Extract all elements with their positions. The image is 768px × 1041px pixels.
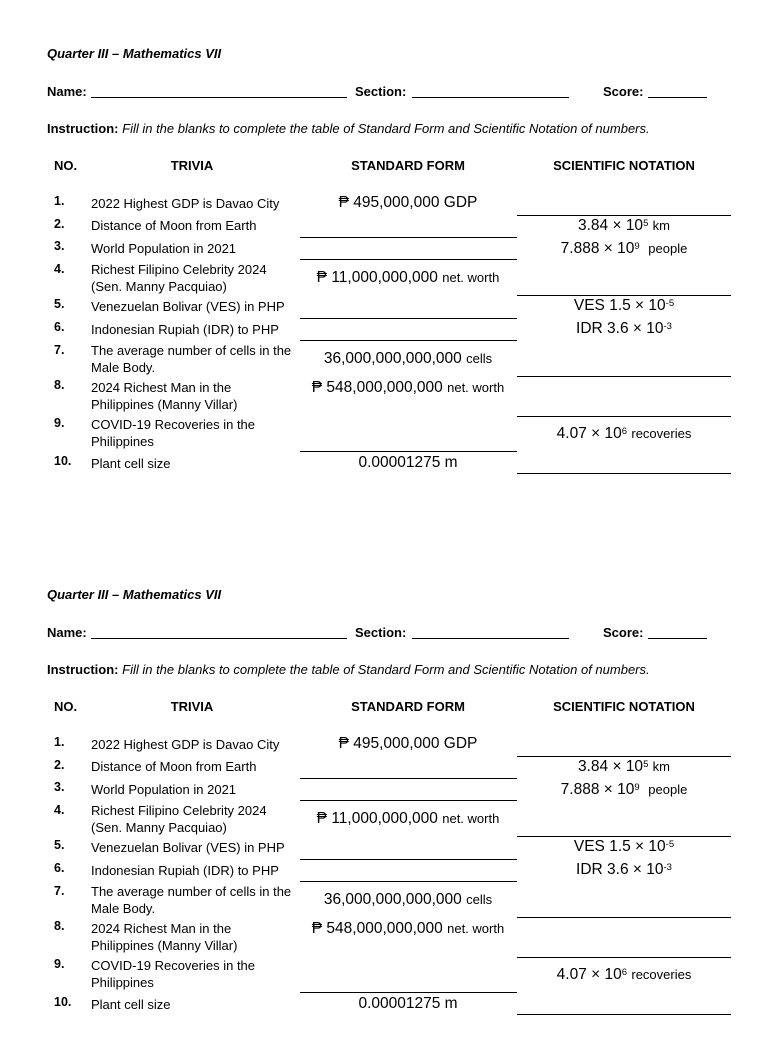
header-trivia: TRIVIA (170, 158, 214, 173)
trivia-text: World Population in 2021 (91, 241, 237, 256)
trivia-text: The average number of cells in the Male Body. (91, 343, 292, 375)
scientific-notation-value: $3.84 \times 10^5$ km (577, 758, 671, 775)
row-number: 5. (54, 838, 65, 852)
trivia-text: COVID-19 Recoveries in the Philippines (91, 417, 256, 449)
trivia-text: Distance of Moon from Earth (91, 759, 257, 774)
section-field[interactable] (412, 638, 569, 639)
trivia-text: The average number of cells in the Male Body. (91, 884, 292, 916)
standard-form-value: 0.00001275 m (358, 454, 458, 471)
header-scientific-notation: SCIENTIFIC NOTATION (553, 158, 695, 173)
scientific-notation-blank[interactable] (517, 917, 731, 918)
trivia-text: 2024 Richest Man in the Philippines (Manny Villar) (91, 921, 238, 953)
scientific-notation-blank[interactable] (517, 376, 731, 377)
worksheet-title: Quarter III – Mathematics VII (47, 46, 222, 61)
scientific-notation-blank[interactable] (517, 416, 731, 417)
standard-form-value: ₱ 548,000,000,000 net. worth (311, 379, 505, 396)
scientific-notation-blank[interactable] (517, 836, 731, 837)
trivia-text: COVID-19 Recoveries in the Philippines (91, 958, 256, 990)
scientific-notation-blank[interactable] (517, 756, 731, 757)
instruction (47, 662, 650, 677)
trivia-text: Indonesian Rupiah (IDR) to PHP (91, 863, 279, 878)
scientific-notation-value: VES $1.5 \times 10^{-5}$ (573, 297, 675, 314)
row-number: 5. (54, 297, 65, 311)
section-field[interactable] (412, 97, 569, 98)
standard-form-blank[interactable] (300, 318, 517, 319)
standard-form-blank[interactable] (300, 992, 517, 993)
scientific-notation-blank[interactable] (517, 215, 731, 216)
standard-form-blank[interactable] (300, 800, 517, 801)
worksheet-title: Quarter III – Mathematics VII (47, 587, 222, 602)
row-number: 9. (54, 957, 65, 971)
row-number: 8. (54, 378, 65, 392)
row-number: 10. (54, 995, 72, 1009)
row-number: 4. (54, 803, 65, 817)
trivia-text: Venezuelan Bolivar (VES) in PHP (91, 840, 285, 855)
scientific-notation-value: IDR $3.6 \times 10^{-3}$ (576, 861, 672, 878)
worksheet-top (0, 0, 768, 500)
header-no: NO. (54, 158, 78, 173)
scientific-notation-blank[interactable] (517, 957, 731, 958)
row-number: 1. (54, 194, 65, 208)
section-label: Section: (355, 625, 407, 640)
trivia-text: Venezuelan Bolivar (VES) in PHP (91, 299, 285, 314)
row-number: 4. (54, 262, 65, 276)
trivia-text: Plant cell size (91, 456, 171, 471)
scientific-notation-blank[interactable] (517, 1014, 731, 1015)
standard-form-value: 36,000,000,000,000 cells (323, 350, 493, 367)
trivia-text: 2024 Richest Man in the Philippines (Manny Villar) (91, 380, 238, 412)
row-number: 3. (54, 239, 65, 253)
standard-form-blank[interactable] (300, 881, 517, 882)
section-label: Section: (355, 84, 407, 99)
trivia-text: World Population in 2021 (91, 782, 237, 797)
header-scientific-notation: SCIENTIFIC NOTATION (553, 699, 695, 714)
scientific-notation-blank[interactable] (517, 473, 731, 474)
standard-form-blank[interactable] (300, 259, 517, 260)
score-label: Score: (603, 84, 644, 99)
scientific-notation-value: VES $1.5 \times 10^{-5}$ (573, 838, 675, 855)
trivia-text: Plant cell size (91, 997, 171, 1012)
scientific-notation-value: $7.888 \times 10^9$ people (560, 781, 688, 798)
name-field[interactable] (91, 97, 347, 98)
row-number: 6. (54, 861, 65, 875)
score-label: Score: (603, 625, 644, 640)
scientific-notation-blank[interactable] (517, 295, 731, 296)
standard-form-value: ₱ 495,000,000 GDP (338, 194, 478, 211)
header-no: NO. (54, 699, 78, 714)
trivia-text: Richest Filipino Celebrity 2024 (Sen. Manny Pacquiao) (91, 262, 267, 294)
standard-form-blank[interactable] (300, 237, 517, 238)
row-number: 7. (54, 884, 65, 898)
header-trivia: TRIVIA (170, 699, 214, 714)
row-number: 9. (54, 416, 65, 430)
standard-form-value: 36,000,000,000,000 cells (323, 891, 493, 908)
name-label: Name: (47, 84, 87, 99)
worksheet-bottom (0, 541, 768, 1041)
header-standard-form: STANDARD FORM (351, 158, 465, 173)
standard-form-blank[interactable] (300, 340, 517, 341)
row-number: 7. (54, 343, 65, 357)
instruction-text: Fill in the blanks to complete the table of Standard Form and Scientific Notation of numbers. (122, 121, 650, 136)
standard-form-value: 0.00001275 m (358, 995, 458, 1012)
trivia-text: 2022 Highest GDP is Davao City (91, 196, 280, 211)
instruction-text: Fill in the blanks to complete the table of Standard Form and Scientific Notation of numbers. (122, 662, 650, 677)
standard-form-blank[interactable] (300, 451, 517, 452)
scientific-notation-value: $7.888 \times 10^9$ people (560, 240, 688, 257)
row-number: 3. (54, 780, 65, 794)
standard-form-value: ₱ 11,000,000,000 net. worth (316, 269, 500, 286)
row-number: 8. (54, 919, 65, 933)
standard-form-blank[interactable] (300, 859, 517, 860)
row-number: 10. (54, 454, 72, 468)
trivia-text: Distance of Moon from Earth (91, 218, 257, 233)
score-field[interactable] (648, 638, 707, 639)
header-standard-form: STANDARD FORM (351, 699, 465, 714)
scientific-notation-value: IDR $3.6 \times 10^{-3}$ (576, 320, 672, 337)
row-number: 1. (54, 735, 65, 749)
instruction-label: Instruction: (47, 121, 119, 136)
standard-form-value: ₱ 548,000,000,000 net. worth (311, 920, 505, 937)
standard-form-blank[interactable] (300, 778, 517, 779)
name-label: Name: (47, 625, 87, 640)
instruction (47, 121, 650, 136)
name-field[interactable] (91, 638, 347, 639)
instruction-label: Instruction: (47, 662, 119, 677)
row-number: 6. (54, 320, 65, 334)
scientific-notation-value: $4.07 \times 10^6$ recoveries (556, 425, 692, 442)
standard-form-value: ₱ 11,000,000,000 net. worth (316, 810, 500, 827)
standard-form-value: ₱ 495,000,000 GDP (338, 735, 478, 752)
scientific-notation-value: $3.84 \times 10^5$ km (577, 217, 671, 234)
row-number: 2. (54, 217, 65, 231)
trivia-text: Richest Filipino Celebrity 2024 (Sen. Manny Pacquiao) (91, 803, 267, 835)
trivia-text: 2022 Highest GDP is Davao City (91, 737, 280, 752)
scientific-notation-value: $4.07 \times 10^6$ recoveries (556, 966, 692, 983)
row-number: 2. (54, 758, 65, 772)
score-field[interactable] (648, 97, 707, 98)
trivia-text: Indonesian Rupiah (IDR) to PHP (91, 322, 279, 337)
